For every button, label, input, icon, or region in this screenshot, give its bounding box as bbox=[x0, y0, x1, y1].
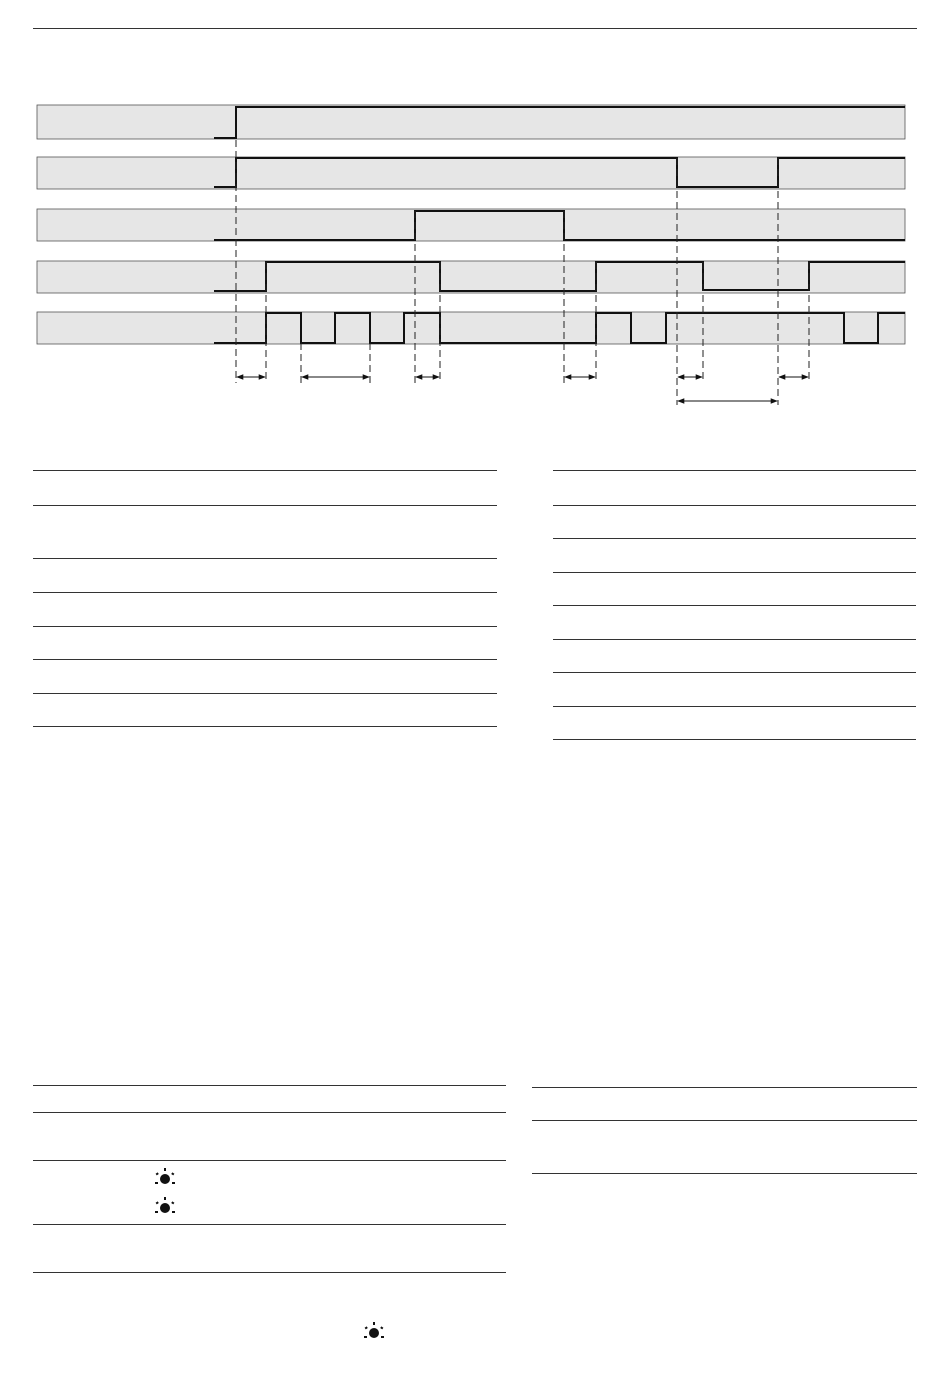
row-band-2 bbox=[37, 157, 905, 189]
led-blink-icon bbox=[153, 1167, 177, 1189]
row-band-1 bbox=[37, 105, 905, 139]
led-blink-icon bbox=[153, 1196, 177, 1218]
row-band-3 bbox=[37, 209, 905, 241]
row-bands bbox=[37, 105, 905, 344]
led-blink-icon bbox=[362, 1321, 386, 1343]
timing-diagram bbox=[0, 0, 950, 420]
row-band-4 bbox=[37, 261, 905, 293]
row-band-5 bbox=[37, 312, 905, 344]
